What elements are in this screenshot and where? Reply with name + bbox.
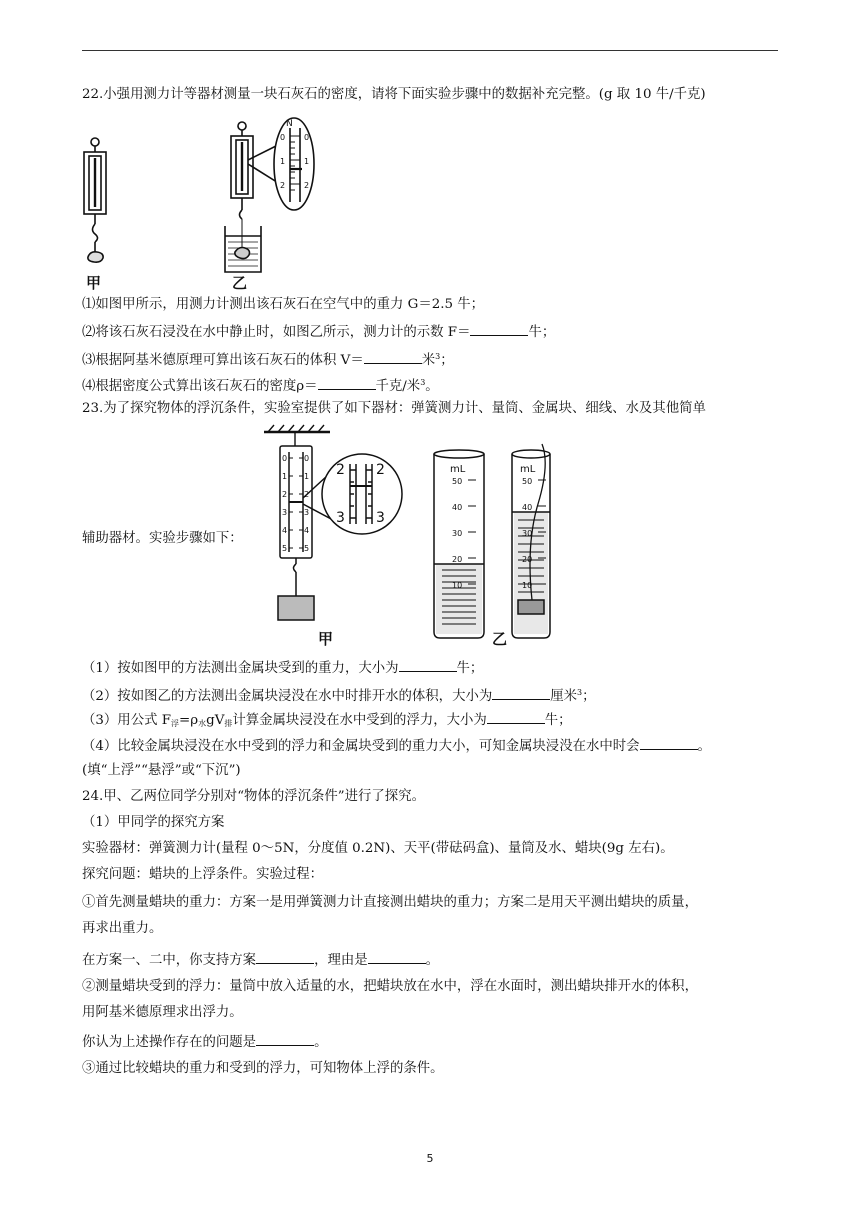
- answer-blank[interactable]: [487, 710, 545, 724]
- q23-fig-label-b: 乙: [492, 630, 508, 648]
- zoom-tick-3: 3: [336, 510, 345, 526]
- q23-step4-note: (填“上浮”“悬浮”或“下沉”): [82, 763, 241, 778]
- scale-tick-1: 1: [280, 157, 286, 166]
- cyl-a-tick-10: 10: [452, 581, 463, 590]
- q24-part1: （1）甲同学的探究方案: [82, 815, 225, 830]
- meter-tick-2b: 2: [304, 490, 310, 499]
- q22-step2: ⑵将该石灰石浸没在水中静止时，如图乙所示，测力计的示数 F＝ 牛；: [82, 322, 782, 342]
- q22-figure: [80, 112, 330, 292]
- q22-step4: ⑷根据密度公式算出该石灰石的密度ρ＝ 千克/米$^3$。: [82, 378, 439, 394]
- scale-tick-2b: 2: [304, 181, 310, 190]
- answer-blank[interactable]: [256, 1032, 314, 1046]
- meter-tick-3b: 3: [304, 508, 310, 517]
- page-number: 5: [426, 1152, 434, 1165]
- scale-tick-0: 0: [280, 133, 286, 142]
- q24-question: 探究问题：蜡块的上浮条件。实验过程：: [82, 867, 324, 882]
- q24-step2-line2: 用阿基米德原理求出浮力。: [82, 1005, 243, 1020]
- cyl-a-tick-40: 40: [452, 503, 463, 512]
- scale-tick-0b: 0: [304, 133, 310, 142]
- answer-blank[interactable]: [318, 376, 376, 390]
- q24-title: 24.甲、乙两位同学分别对“物体的浮沉条件”进行了探究。: [82, 789, 425, 804]
- q22-fig-label-a: 甲: [86, 274, 102, 292]
- q23-step2: （2）按如图乙的方法测出金属块浸没在水中时排开水的体积，大小为 厘米$^3$；: [82, 688, 596, 704]
- cyl-b-tick-20: 20: [522, 555, 533, 564]
- q23-fig-label-a: 甲: [318, 630, 334, 648]
- spring-scale-a: [84, 138, 106, 262]
- answer-blank[interactable]: [492, 686, 550, 700]
- answer-blank[interactable]: [256, 950, 314, 964]
- meter-tick-4: 4: [282, 526, 288, 535]
- q23-title: 23.为了探究物体的浮沉条件，实验室提供了如下器材：弹簧测力计、量筒、金属块、细线、水及其他简单: [82, 401, 706, 416]
- q23-title-cont: 辅助器材。实验步骤如下：: [82, 531, 243, 546]
- cyl-a-unit: mL: [450, 464, 466, 475]
- meter-tick-1b: 1: [304, 472, 310, 481]
- cyl-b-tick-50: 50: [522, 477, 533, 486]
- q24-step1-line2: 再求出重力。: [82, 921, 163, 936]
- q24-step2-line1: ②测量蜡块受到的浮力：量筒中放入适量的水，把蜡块放在水中，浮在水面时，测出蜡块排开水的体积，: [82, 979, 698, 994]
- q22-title: 22.小强用测力计等器材测量一块石灰石的密度，请将下面实验步骤中的数据补充完整。(g 取 10 牛/千克): [82, 87, 706, 102]
- cyl-b-unit: mL: [520, 464, 536, 475]
- meter-tick-4b: 4: [304, 526, 310, 535]
- q24-step3: ③通过比较蜡块的重力和受到的浮力，可知物体上浮的条件。: [82, 1061, 444, 1076]
- spring-scale-b: [225, 118, 314, 272]
- q24-choice: 在方案一、二中，你支持方案 ，理由是 。: [82, 950, 782, 970]
- meter-tick-5: 5: [282, 544, 288, 553]
- meter-tick-3: 3: [282, 508, 288, 517]
- meter-tick-1: 1: [282, 472, 288, 481]
- zoom-tick-2b: 2: [376, 462, 385, 478]
- cyl-a-tick-20: 20: [452, 555, 463, 564]
- cyl-b-tick-10: 10: [522, 581, 533, 590]
- zoom-tick-3b: 3: [376, 510, 385, 526]
- q24-problem: 你认为上述操作存在的问题是 。: [82, 1032, 782, 1052]
- scale-unit-label: N: [286, 119, 293, 129]
- cyl-b-tick-40: 40: [522, 503, 533, 512]
- q22-step1: ⑴如图甲所示，用测力计测出该石灰石在空气中的重力 G＝2.5 牛；: [82, 297, 485, 312]
- header-rule: [82, 50, 778, 51]
- q23-step3: （3）用公式 $F_浮=\rho_水gV_排$计算金属块浸没在水中受到的浮力，大小为 牛；: [82, 710, 782, 733]
- q23-step4: （4）比较金属块浸没在水中受到的浮力和金属块受到的重力大小，可知金属块浸没在水中时会 。: [82, 736, 782, 756]
- q23-step1: （1）按如图甲的方法测出金属块受到的重力，大小为 牛；: [82, 658, 782, 678]
- answer-blank[interactable]: [364, 350, 422, 364]
- answer-blank[interactable]: [399, 658, 457, 672]
- meter-tick-2: 2: [282, 490, 288, 499]
- cyl-a-tick-50: 50: [452, 477, 463, 486]
- answer-blank[interactable]: [640, 736, 698, 750]
- answer-blank[interactable]: [368, 950, 426, 964]
- answer-blank[interactable]: [470, 322, 528, 336]
- meter-tick-0: 0: [282, 454, 288, 463]
- q22-fig-label-b: 乙: [232, 274, 248, 292]
- cyl-b-tick-30: 30: [522, 529, 533, 538]
- q22-step3: ⑶根据阿基米德原理可算出该石灰石的体积 V＝ 米$^3$；: [82, 352, 454, 368]
- meter-tick-5b: 5: [304, 544, 310, 553]
- cyl-a-tick-30: 30: [452, 529, 463, 538]
- zoom-tick-2: 2: [336, 462, 345, 478]
- meter-tick-0b: 0: [304, 454, 310, 463]
- scale-tick-2: 2: [280, 181, 286, 190]
- q24-step1-line1: ①首先测量蜡块的重力：方案一是用弹簧测力计直接测出蜡块的重力；方案二是用天平测出蜡块的质量，: [82, 895, 698, 910]
- q24-equipment: 实验器材：弹簧测力计(量程 0～5N，分度值 0.2N)、天平(带砝码盒)、量筒及水、蜡块(9g 左右)。: [82, 841, 674, 856]
- scale-tick-1b: 1: [304, 157, 310, 166]
